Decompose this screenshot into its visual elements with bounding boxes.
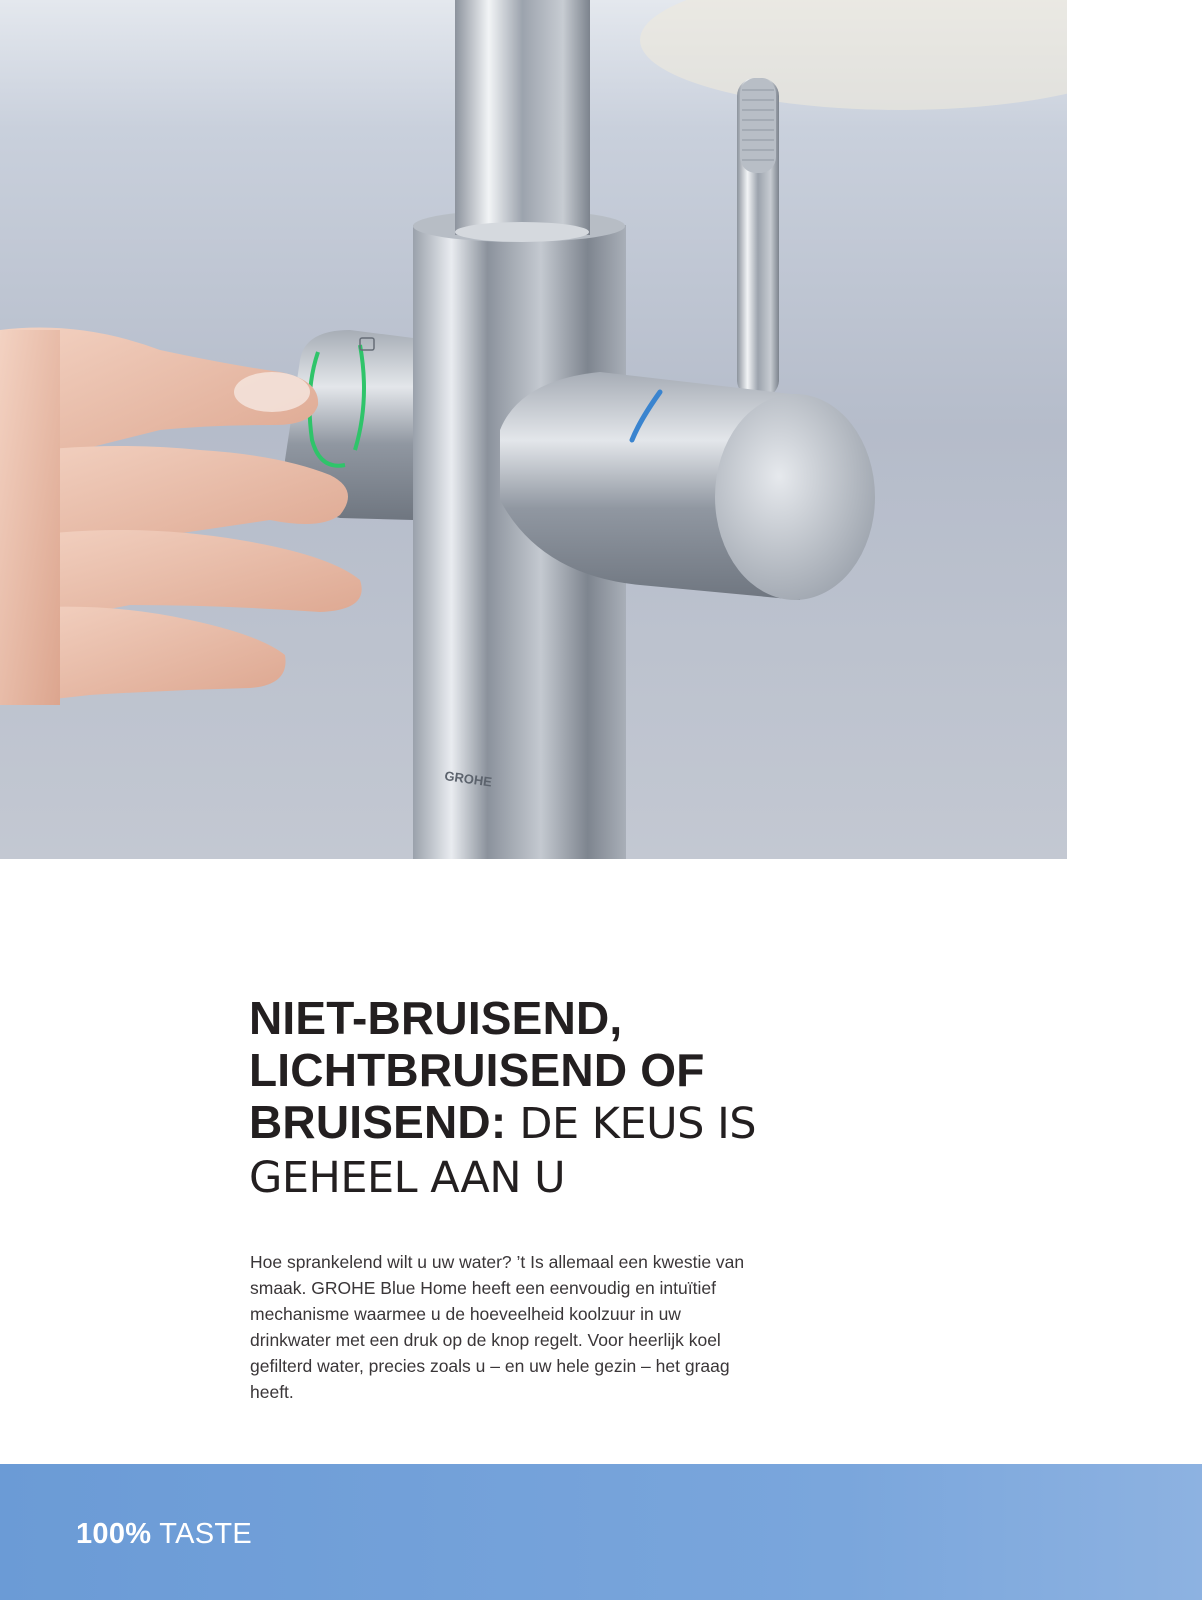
footer-bar	[0, 1464, 1202, 1600]
headline-light: DE KEUS IS GEHEEL AAN U	[249, 1099, 757, 1203]
body-paragraph: Hoe sprankelend wilt u uw water? ’t Is allemaal een kwestie van smaak. GROHE Blue Home heeft een eenvoudig en intuïtief mechanisme waarmee u de hoeveelheid koolzuur in uw drinkwater met een druk op de knop regelt. Voor heerlijk koel gefilterd water, precies zoals u – en uw hele gezin – het graag heeft.	[250, 1252, 745, 1402]
headline-bold: NIET-BRUISEND, LICHTBRUISEND OF BRUISEND:	[249, 992, 705, 1148]
footer-label-bold: 100%	[76, 1518, 152, 1550]
hero-photo	[0, 0, 1067, 859]
grohe-logo: GROHE	[443, 768, 493, 790]
footer-label-light: TASTE	[159, 1518, 253, 1550]
footer-label	[76, 1518, 252, 1551]
headline	[249, 992, 809, 1204]
